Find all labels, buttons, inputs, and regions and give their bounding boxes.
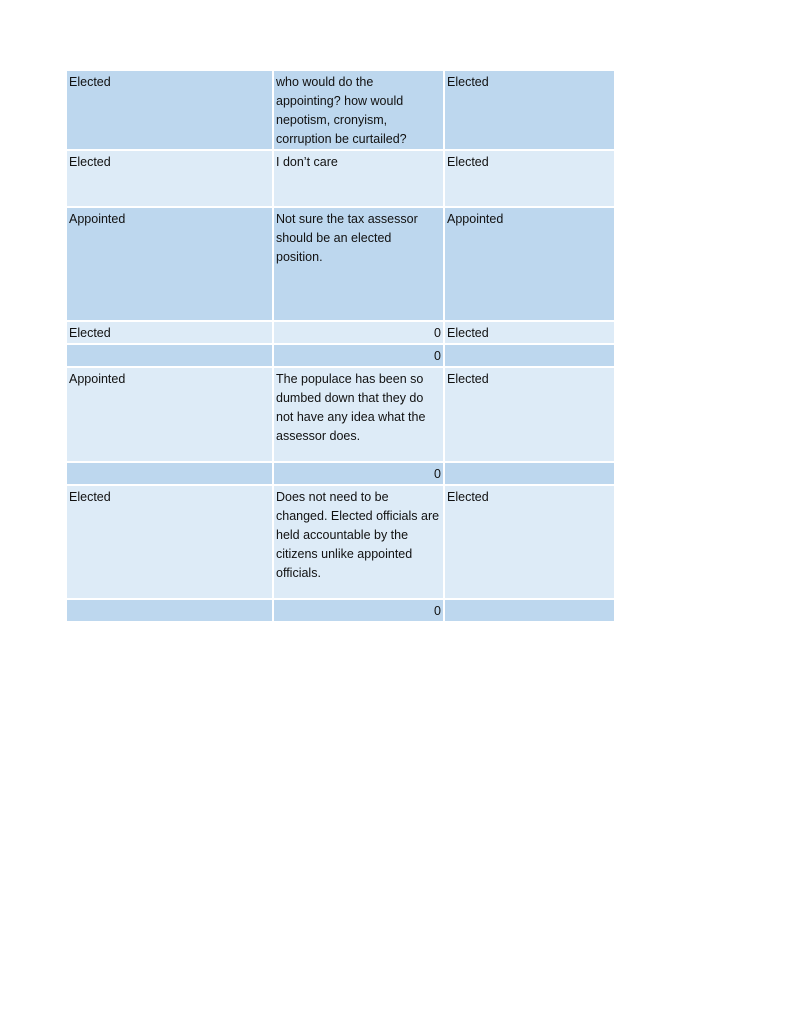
cell-choice[interactable] (67, 462, 273, 485)
cell-comment[interactable]: 0 (273, 462, 444, 485)
cell-comment[interactable]: 0 (273, 344, 444, 367)
cell-comment[interactable]: Not sure the tax assessor should be an elected position. (273, 207, 444, 321)
cell-choice-2[interactable]: Elected (444, 367, 614, 462)
cell-choice-2[interactable]: Elected (444, 485, 614, 599)
cell-choice[interactable]: Elected (67, 150, 273, 207)
cell-comment[interactable]: I don’t care (273, 150, 444, 207)
cell-choice[interactable]: Elected (67, 485, 273, 599)
cell-comment[interactable]: who would do the appointing? how would nepotism, cronyism, corruption be curtailed? (273, 71, 444, 150)
cell-choice-2[interactable] (444, 462, 614, 485)
cell-choice-2[interactable]: Elected (444, 71, 614, 150)
cell-comment[interactable]: The populace has been so dumbed down that they do not have any idea what the assessor does. (273, 367, 444, 462)
table-row (67, 207, 614, 321)
table-row (67, 344, 614, 367)
table-row (67, 71, 614, 150)
cell-choice[interactable] (67, 599, 273, 621)
cell-comment[interactable]: Does not need to be changed. Elected officials are held accountable by the citizens unlike appointed officials. (273, 485, 444, 599)
table-row (67, 462, 614, 485)
table-row (67, 150, 614, 207)
cell-choice[interactable]: Appointed (67, 367, 273, 462)
cell-comment[interactable]: 0 (273, 321, 444, 344)
table-row (67, 321, 614, 344)
cell-choice-2[interactable]: Appointed (444, 207, 614, 321)
cell-comment[interactable]: 0 (273, 599, 444, 621)
cell-choice-2[interactable] (444, 599, 614, 621)
cell-choice[interactable] (67, 344, 273, 367)
cell-choice[interactable]: Elected (67, 71, 273, 150)
cell-choice-2[interactable] (444, 344, 614, 367)
cell-choice[interactable]: Appointed (67, 207, 273, 321)
cell-choice[interactable]: Elected (67, 321, 273, 344)
spreadsheet-table (67, 71, 614, 621)
table-row (67, 599, 614, 621)
cell-choice-2[interactable]: Elected (444, 321, 614, 344)
table-row (67, 367, 614, 462)
cell-choice-2[interactable]: Elected (444, 150, 614, 207)
table-row (67, 485, 614, 599)
